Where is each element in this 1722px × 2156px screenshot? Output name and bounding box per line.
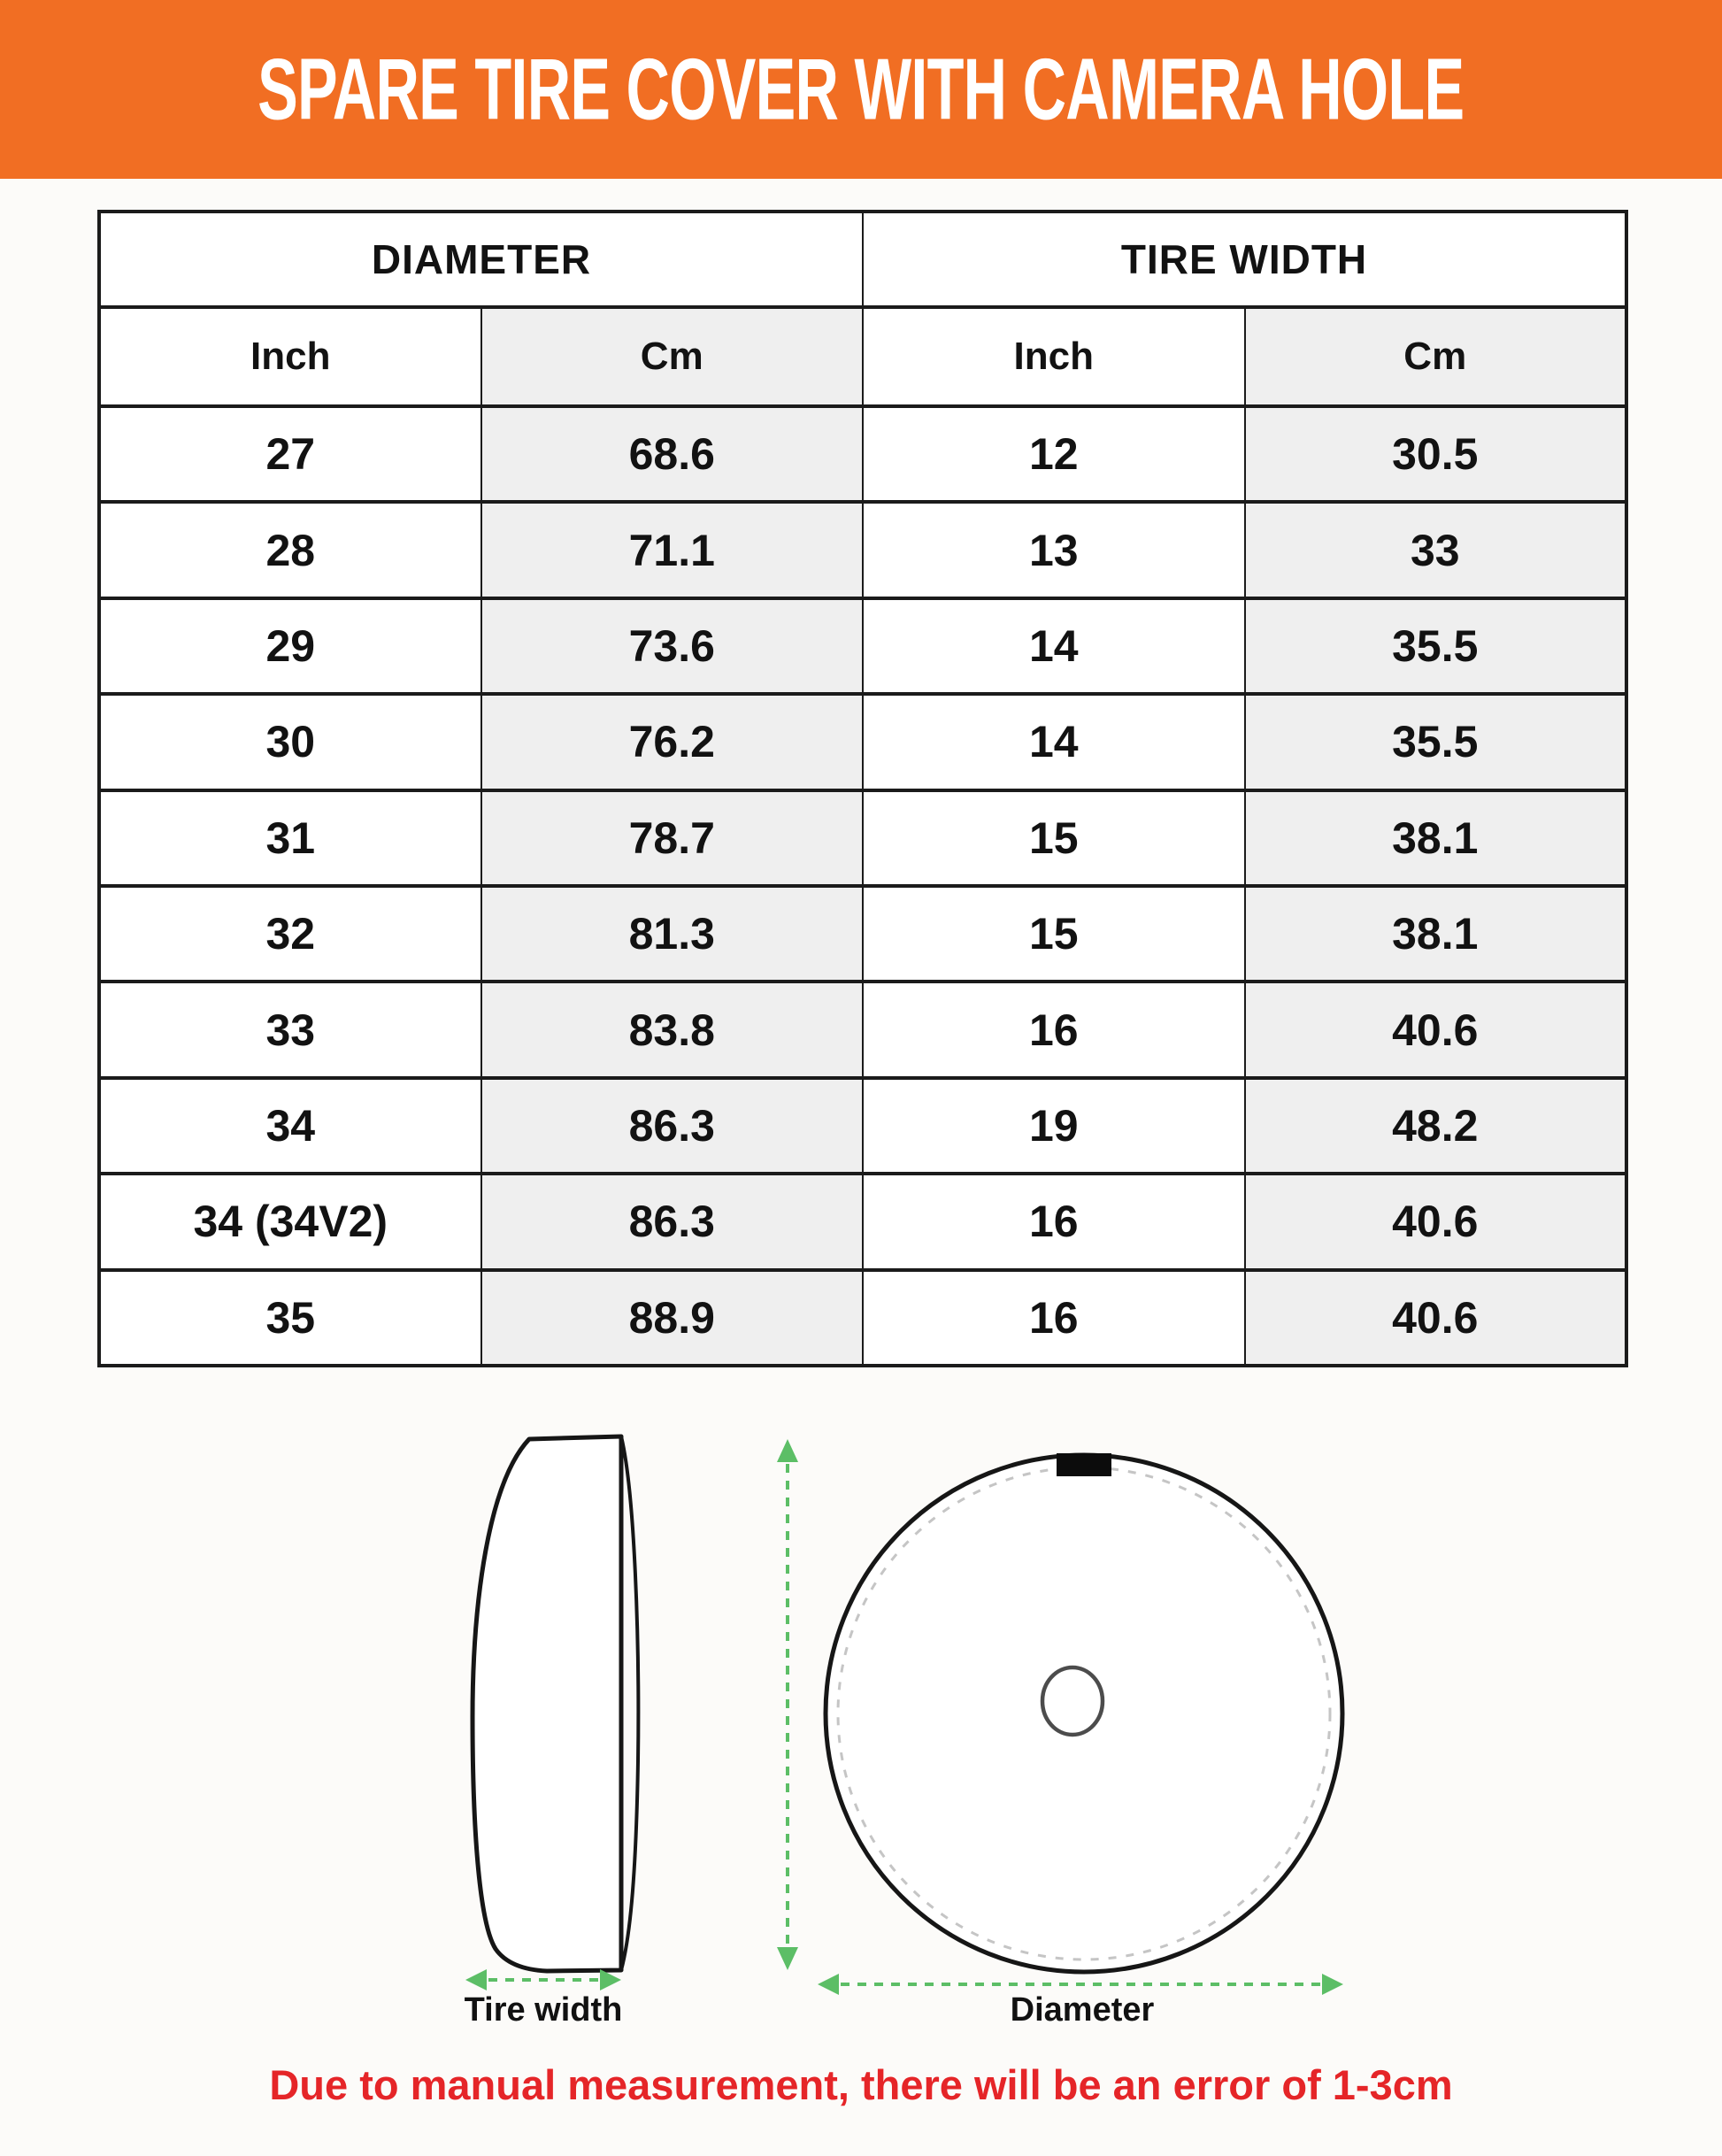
table-cell: 27: [99, 406, 481, 502]
tire-width-label: Tire width: [464, 1991, 623, 2029]
table-header: [99, 212, 1626, 406]
table-cell: 76.2: [481, 694, 864, 789]
table-cell: 83.8: [481, 982, 864, 1077]
tire-side-view-shape: [473, 1436, 621, 1971]
table-cell: 86.3: [481, 1174, 864, 1269]
table-cell: 88.9: [481, 1270, 864, 1366]
cover-strap-tab: [1057, 1453, 1111, 1476]
table-group-header-row: [99, 212, 1626, 307]
column-header-diameter-inch: Inch: [99, 307, 481, 406]
table-cell: 29: [99, 598, 481, 694]
table-cell: 14: [863, 598, 1245, 694]
table-cell: 40.6: [1245, 1270, 1627, 1366]
table-body: [99, 406, 1626, 1366]
table-cell: 19: [863, 1078, 1245, 1174]
table-row: [99, 694, 1626, 789]
table-cell: 78.7: [481, 790, 864, 886]
table-cell: 81.3: [481, 886, 864, 982]
table-cell: 15: [863, 790, 1245, 886]
table-cell: 48.2: [1245, 1078, 1627, 1174]
table-cell: 32: [99, 886, 481, 982]
table-cell: 34: [99, 1078, 481, 1174]
table-cell: 12: [863, 406, 1245, 502]
diameter-label: Diameter: [1010, 1991, 1155, 2029]
table-cell: 16: [863, 1270, 1245, 1366]
column-header-tirewidth-cm: Cm: [1245, 307, 1627, 406]
table-cell: 35.5: [1245, 598, 1627, 694]
table-row: [99, 406, 1626, 502]
table-cell: 30: [99, 694, 481, 789]
table-cell: 34 (34V2): [99, 1174, 481, 1269]
camera-hole: [1042, 1667, 1103, 1735]
table-cell: 30.5: [1245, 406, 1627, 502]
table-cell: 38.1: [1245, 886, 1627, 982]
table-cell: 31: [99, 790, 481, 886]
table-cell: 15: [863, 886, 1245, 982]
table-cell: 86.3: [481, 1078, 864, 1174]
table-row: [99, 790, 1626, 886]
column-group-diameter: DIAMETER: [99, 212, 863, 307]
table-row: [99, 886, 1626, 982]
diameter-vertical-arrow: [777, 1439, 798, 1970]
column-group-tire-width: TIRE WIDTH: [863, 212, 1626, 307]
table-cell: 33: [99, 982, 481, 1077]
tire-measurement-diagram: [0, 1407, 1722, 2044]
table-row: [99, 982, 1626, 1077]
table-row: [99, 598, 1626, 694]
tire-side-view-rim-curve: [621, 1436, 638, 1970]
table-row: [99, 1078, 1626, 1174]
table-cell: 13: [863, 502, 1245, 597]
table-cell: 35: [99, 1270, 481, 1366]
table-cell: 38.1: [1245, 790, 1627, 886]
table-cell: 68.6: [481, 406, 864, 502]
table-cell: 33: [1245, 502, 1627, 597]
table-cell: 73.6: [481, 598, 864, 694]
table-cell: 14: [863, 694, 1245, 789]
table-cell: 40.6: [1245, 982, 1627, 1077]
page-title: SPARE TIRE COVER WITH CAMERA HOLE: [258, 40, 1464, 138]
table-cell: 71.1: [481, 502, 864, 597]
table-cell: 35.5: [1245, 694, 1627, 789]
column-header-tirewidth-inch: Inch: [863, 307, 1245, 406]
banner: [0, 0, 1722, 179]
table-row: [99, 502, 1626, 597]
table-cell: 40.6: [1245, 1174, 1627, 1269]
table-row: [99, 1270, 1626, 1366]
column-header-diameter-cm: Cm: [481, 307, 864, 406]
table-cell: 16: [863, 982, 1245, 1077]
table-row: [99, 1174, 1626, 1269]
note: Due to manual measurement, there will be an error of 1-3cm: [269, 2061, 1453, 2108]
table-cell: 28: [99, 502, 481, 597]
table-sub-header-row: [99, 307, 1626, 406]
table-cell: 16: [863, 1174, 1245, 1269]
size-table: [97, 210, 1628, 1367]
